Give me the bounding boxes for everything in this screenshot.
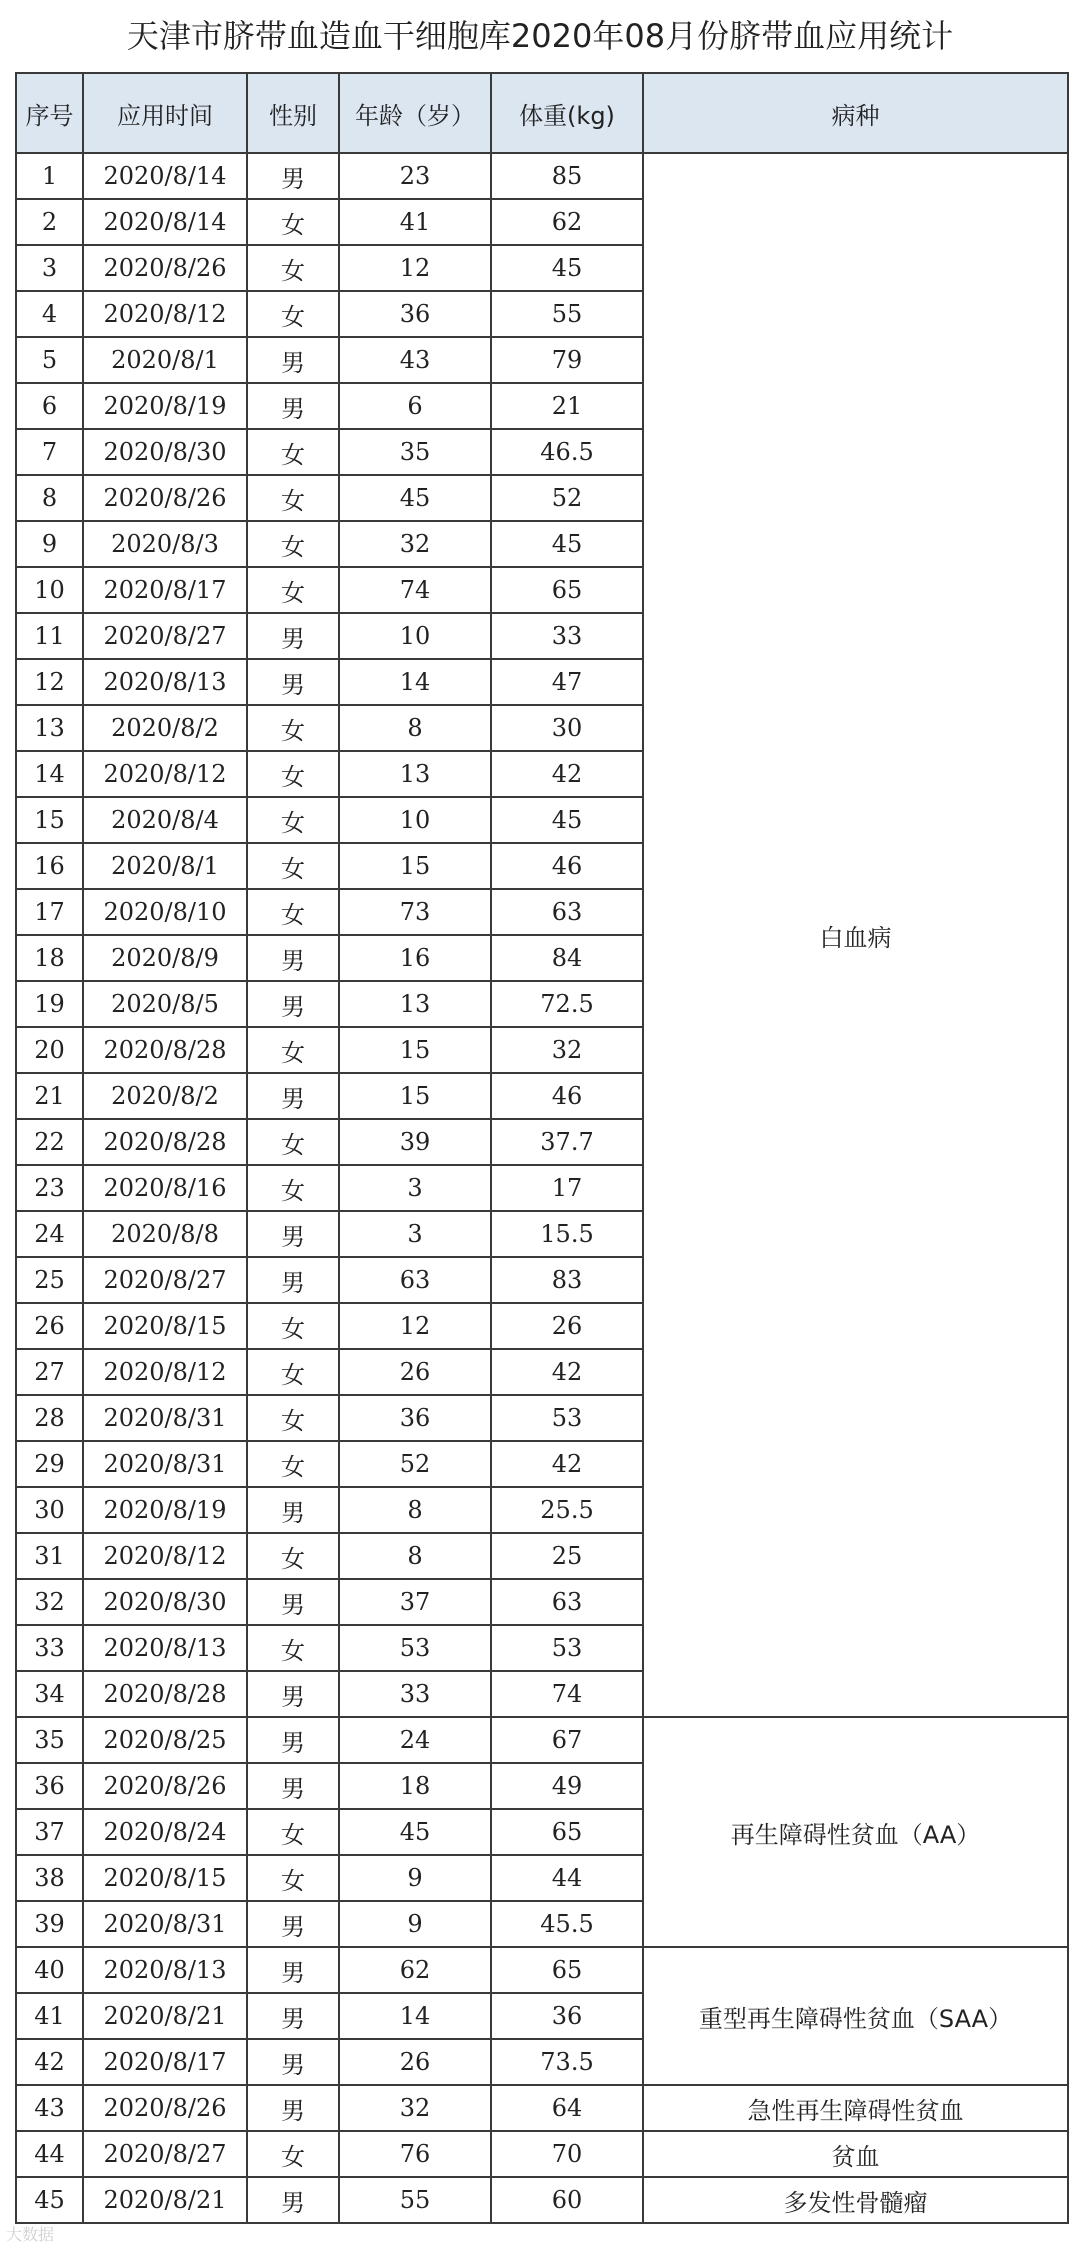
cell-index: 21	[16, 1073, 83, 1119]
cell-index: 26	[16, 1303, 83, 1349]
cell-sex: 女	[247, 1625, 339, 1671]
cell-date: 2020/8/27	[83, 613, 247, 659]
cell-disease: 贫血	[643, 2131, 1068, 2177]
cell-sex: 男	[247, 1487, 339, 1533]
cell-sex: 男	[247, 2085, 339, 2131]
cell-weight: 42	[491, 1349, 643, 1395]
cell-date: 2020/8/12	[83, 1349, 247, 1395]
cell-sex: 男	[247, 1947, 339, 1993]
cell-date: 2020/8/2	[83, 1073, 247, 1119]
cell-weight: 42	[491, 751, 643, 797]
cell-weight: 70	[491, 2131, 643, 2177]
cell-date: 2020/8/28	[83, 1119, 247, 1165]
cell-date: 2020/8/13	[83, 659, 247, 705]
cell-sex: 男	[247, 2039, 339, 2085]
cell-sex: 女	[247, 1165, 339, 1211]
header-date: 应用时间	[83, 73, 247, 153]
header-index: 序号	[16, 73, 83, 153]
cell-date: 2020/8/14	[83, 199, 247, 245]
cell-age: 36	[339, 1395, 491, 1441]
cell-age: 15	[339, 843, 491, 889]
cell-weight: 83	[491, 1257, 643, 1303]
cell-age: 6	[339, 383, 491, 429]
cell-weight: 45	[491, 521, 643, 567]
cell-age: 3	[339, 1165, 491, 1211]
cell-age: 62	[339, 1947, 491, 1993]
cell-date: 2020/8/17	[83, 2039, 247, 2085]
cell-age: 45	[339, 1809, 491, 1855]
cell-date: 2020/8/25	[83, 1717, 247, 1763]
cell-sex: 男	[247, 1763, 339, 1809]
cell-age: 26	[339, 1349, 491, 1395]
cell-sex: 女	[247, 1303, 339, 1349]
cell-index: 24	[16, 1211, 83, 1257]
cell-date: 2020/8/9	[83, 935, 247, 981]
cell-age: 76	[339, 2131, 491, 2177]
cell-age: 13	[339, 981, 491, 1027]
cell-age: 13	[339, 751, 491, 797]
cell-index: 42	[16, 2039, 83, 2085]
cell-index: 5	[16, 337, 83, 383]
cell-date: 2020/8/15	[83, 1303, 247, 1349]
cell-age: 8	[339, 705, 491, 751]
cell-age: 10	[339, 797, 491, 843]
cell-sex: 女	[247, 1119, 339, 1165]
cell-age: 9	[339, 1901, 491, 1947]
cell-date: 2020/8/30	[83, 429, 247, 475]
cell-date: 2020/8/27	[83, 1257, 247, 1303]
statistics-table	[15, 72, 1069, 2224]
cell-date: 2020/8/8	[83, 1211, 247, 1257]
cell-date: 2020/8/27	[83, 2131, 247, 2177]
cell-weight: 37.7	[491, 1119, 643, 1165]
cell-weight: 65	[491, 1947, 643, 1993]
cell-date: 2020/8/24	[83, 1809, 247, 1855]
cell-age: 63	[339, 1257, 491, 1303]
cell-sex: 男	[247, 1073, 339, 1119]
cell-sex: 男	[247, 1717, 339, 1763]
cell-index: 29	[16, 1441, 83, 1487]
cell-index: 37	[16, 1809, 83, 1855]
table-row	[16, 2085, 1068, 2131]
cell-sex: 男	[247, 1257, 339, 1303]
cell-sex: 女	[247, 797, 339, 843]
cell-sex: 男	[247, 659, 339, 705]
cell-date: 2020/8/10	[83, 889, 247, 935]
cell-age: 10	[339, 613, 491, 659]
cell-date: 2020/8/12	[83, 291, 247, 337]
cell-weight: 25	[491, 1533, 643, 1579]
cell-date: 2020/8/13	[83, 1947, 247, 1993]
cell-sex: 男	[247, 1901, 339, 1947]
cell-date: 2020/8/19	[83, 383, 247, 429]
cell-index: 17	[16, 889, 83, 935]
cell-sex: 女	[247, 521, 339, 567]
cell-index: 9	[16, 521, 83, 567]
cell-date: 2020/8/15	[83, 1855, 247, 1901]
cell-sex: 女	[247, 705, 339, 751]
cell-age: 37	[339, 1579, 491, 1625]
cell-sex: 女	[247, 2131, 339, 2177]
cell-age: 33	[339, 1671, 491, 1717]
cell-index: 2	[16, 199, 83, 245]
cell-weight: 64	[491, 2085, 643, 2131]
cell-date: 2020/8/26	[83, 475, 247, 521]
cell-weight: 45.5	[491, 1901, 643, 1947]
cell-age: 55	[339, 2177, 491, 2223]
cell-index: 19	[16, 981, 83, 1027]
cell-index: 25	[16, 1257, 83, 1303]
cell-age: 15	[339, 1073, 491, 1119]
cell-weight: 55	[491, 291, 643, 337]
cell-weight: 46	[491, 1073, 643, 1119]
cell-weight: 63	[491, 889, 643, 935]
cell-sex: 男	[247, 1579, 339, 1625]
cell-index: 15	[16, 797, 83, 843]
cell-weight: 52	[491, 475, 643, 521]
table-row	[16, 153, 1068, 199]
cell-weight: 85	[491, 153, 643, 199]
cell-date: 2020/8/21	[83, 2177, 247, 2223]
cell-index: 12	[16, 659, 83, 705]
cell-index: 22	[16, 1119, 83, 1165]
cell-date: 2020/8/16	[83, 1165, 247, 1211]
cell-date: 2020/8/2	[83, 705, 247, 751]
cell-sex: 男	[247, 2177, 339, 2223]
cell-date: 2020/8/14	[83, 153, 247, 199]
table-row	[16, 1717, 1068, 1763]
cell-index: 1	[16, 153, 83, 199]
cell-date: 2020/8/13	[83, 1625, 247, 1671]
cell-weight: 33	[491, 613, 643, 659]
cell-weight: 15.5	[491, 1211, 643, 1257]
cell-date: 2020/8/21	[83, 1993, 247, 2039]
cell-weight: 46	[491, 843, 643, 889]
cell-date: 2020/8/19	[83, 1487, 247, 1533]
cell-weight: 65	[491, 567, 643, 613]
cell-index: 4	[16, 291, 83, 337]
cell-sex: 女	[247, 1809, 339, 1855]
cell-weight: 53	[491, 1395, 643, 1441]
cell-sex: 女	[247, 1027, 339, 1073]
header-disease: 病种	[643, 73, 1068, 153]
cell-index: 30	[16, 1487, 83, 1533]
cell-sex: 女	[247, 291, 339, 337]
cell-date: 2020/8/28	[83, 1027, 247, 1073]
cell-weight: 45	[491, 797, 643, 843]
cell-index: 45	[16, 2177, 83, 2223]
table-row	[16, 1947, 1068, 1993]
cell-date: 2020/8/17	[83, 567, 247, 613]
cell-date: 2020/8/31	[83, 1901, 247, 1947]
cell-sex: 男	[247, 1993, 339, 2039]
cell-sex: 女	[247, 1533, 339, 1579]
cell-disease: 再生障碍性贫血（AA）	[643, 1717, 1068, 1947]
cell-index: 3	[16, 245, 83, 291]
cell-date: 2020/8/31	[83, 1441, 247, 1487]
cell-weight: 74	[491, 1671, 643, 1717]
cell-weight: 42	[491, 1441, 643, 1487]
cell-sex: 男	[247, 981, 339, 1027]
cell-sex: 女	[247, 245, 339, 291]
cell-weight: 72.5	[491, 981, 643, 1027]
cell-age: 74	[339, 567, 491, 613]
cell-age: 8	[339, 1533, 491, 1579]
cell-weight: 30	[491, 705, 643, 751]
cell-sex: 男	[247, 153, 339, 199]
cell-date: 2020/8/26	[83, 245, 247, 291]
cell-weight: 21	[491, 383, 643, 429]
cell-sex: 女	[247, 889, 339, 935]
cell-index: 41	[16, 1993, 83, 2039]
cell-age: 53	[339, 1625, 491, 1671]
table-row	[16, 2131, 1068, 2177]
cell-age: 43	[339, 337, 491, 383]
cell-age: 14	[339, 1993, 491, 2039]
cell-index: 14	[16, 751, 83, 797]
cell-index: 23	[16, 1165, 83, 1211]
cell-date: 2020/8/26	[83, 2085, 247, 2131]
cell-age: 39	[339, 1119, 491, 1165]
cell-sex: 男	[247, 337, 339, 383]
page-title: 天津市脐带血造血干细胞库2020年08月份脐带血应用统计	[126, 17, 954, 55]
cell-weight: 49	[491, 1763, 643, 1809]
cell-disease: 急性再生障碍性贫血	[643, 2085, 1068, 2131]
cell-age: 23	[339, 153, 491, 199]
cell-age: 9	[339, 1855, 491, 1901]
cell-index: 40	[16, 1947, 83, 1993]
cell-index: 16	[16, 843, 83, 889]
cell-index: 38	[16, 1855, 83, 1901]
cell-weight: 62	[491, 199, 643, 245]
cell-age: 12	[339, 1303, 491, 1349]
cell-index: 6	[16, 383, 83, 429]
cell-weight: 17	[491, 1165, 643, 1211]
cell-weight: 25.5	[491, 1487, 643, 1533]
cell-index: 44	[16, 2131, 83, 2177]
cell-date: 2020/8/30	[83, 1579, 247, 1625]
cell-weight: 47	[491, 659, 643, 705]
cell-index: 8	[16, 475, 83, 521]
cell-index: 11	[16, 613, 83, 659]
cell-sex: 女	[247, 475, 339, 521]
header-weight: 体重(kg)	[491, 73, 643, 153]
cell-index: 31	[16, 1533, 83, 1579]
cell-age: 26	[339, 2039, 491, 2085]
cell-sex: 女	[247, 843, 339, 889]
cell-age: 36	[339, 291, 491, 337]
cell-sex: 女	[247, 1441, 339, 1487]
cell-age: 3	[339, 1211, 491, 1257]
cell-weight: 60	[491, 2177, 643, 2223]
table-header-row	[16, 73, 1068, 153]
cell-weight: 36	[491, 1993, 643, 2039]
cell-weight: 67	[491, 1717, 643, 1763]
cell-age: 32	[339, 2085, 491, 2131]
cell-disease: 多发性骨髓瘤	[643, 2177, 1068, 2223]
cell-index: 35	[16, 1717, 83, 1763]
cell-date: 2020/8/26	[83, 1763, 247, 1809]
cell-date: 2020/8/12	[83, 1533, 247, 1579]
cell-index: 34	[16, 1671, 83, 1717]
cell-weight: 79	[491, 337, 643, 383]
cell-age: 45	[339, 475, 491, 521]
cell-index: 32	[16, 1579, 83, 1625]
cell-date: 2020/8/1	[83, 337, 247, 383]
cell-date: 2020/8/3	[83, 521, 247, 567]
cell-sex: 男	[247, 1211, 339, 1257]
cell-sex: 女	[247, 1395, 339, 1441]
header-sex: 性别	[247, 73, 339, 153]
cell-weight: 63	[491, 1579, 643, 1625]
cell-age: 8	[339, 1487, 491, 1533]
cell-age: 41	[339, 199, 491, 245]
table-body	[16, 153, 1068, 2223]
cell-index: 36	[16, 1763, 83, 1809]
cell-disease: 重型再生障碍性贫血（SAA）	[643, 1947, 1068, 2085]
cell-index: 20	[16, 1027, 83, 1073]
cell-weight: 46.5	[491, 429, 643, 475]
cell-age: 18	[339, 1763, 491, 1809]
cell-index: 7	[16, 429, 83, 475]
cell-weight: 65	[491, 1809, 643, 1855]
cell-weight: 73.5	[491, 2039, 643, 2085]
cell-index: 33	[16, 1625, 83, 1671]
watermark: 大数据	[6, 2225, 55, 2244]
cell-sex: 女	[247, 567, 339, 613]
cell-index: 18	[16, 935, 83, 981]
cell-index: 43	[16, 2085, 83, 2131]
cell-weight: 26	[491, 1303, 643, 1349]
cell-date: 2020/8/28	[83, 1671, 247, 1717]
cell-index: 10	[16, 567, 83, 613]
cell-date: 2020/8/4	[83, 797, 247, 843]
cell-sex: 女	[247, 751, 339, 797]
cell-weight: 53	[491, 1625, 643, 1671]
cell-sex: 女	[247, 199, 339, 245]
cell-sex: 男	[247, 1671, 339, 1717]
cell-weight: 32	[491, 1027, 643, 1073]
table-row	[16, 2177, 1068, 2223]
cell-age: 52	[339, 1441, 491, 1487]
cell-age: 14	[339, 659, 491, 705]
cell-sex: 女	[247, 1349, 339, 1395]
cell-date: 2020/8/31	[83, 1395, 247, 1441]
cell-age: 15	[339, 1027, 491, 1073]
cell-age: 24	[339, 1717, 491, 1763]
cell-sex: 女	[247, 1855, 339, 1901]
cell-sex: 男	[247, 383, 339, 429]
cell-date: 2020/8/1	[83, 843, 247, 889]
cell-date: 2020/8/5	[83, 981, 247, 1027]
header-age: 年龄（岁）	[339, 73, 491, 153]
cell-age: 12	[339, 245, 491, 291]
cell-age: 16	[339, 935, 491, 981]
cell-index: 13	[16, 705, 83, 751]
cell-sex: 男	[247, 935, 339, 981]
cell-weight: 84	[491, 935, 643, 981]
cell-age: 73	[339, 889, 491, 935]
cell-index: 39	[16, 1901, 83, 1947]
cell-sex: 男	[247, 613, 339, 659]
cell-weight: 44	[491, 1855, 643, 1901]
cell-sex: 女	[247, 429, 339, 475]
cell-age: 35	[339, 429, 491, 475]
cell-disease: 白血病	[643, 153, 1068, 1717]
cell-weight: 45	[491, 245, 643, 291]
cell-age: 32	[339, 521, 491, 567]
cell-index: 27	[16, 1349, 83, 1395]
cell-index: 28	[16, 1395, 83, 1441]
cell-date: 2020/8/12	[83, 751, 247, 797]
